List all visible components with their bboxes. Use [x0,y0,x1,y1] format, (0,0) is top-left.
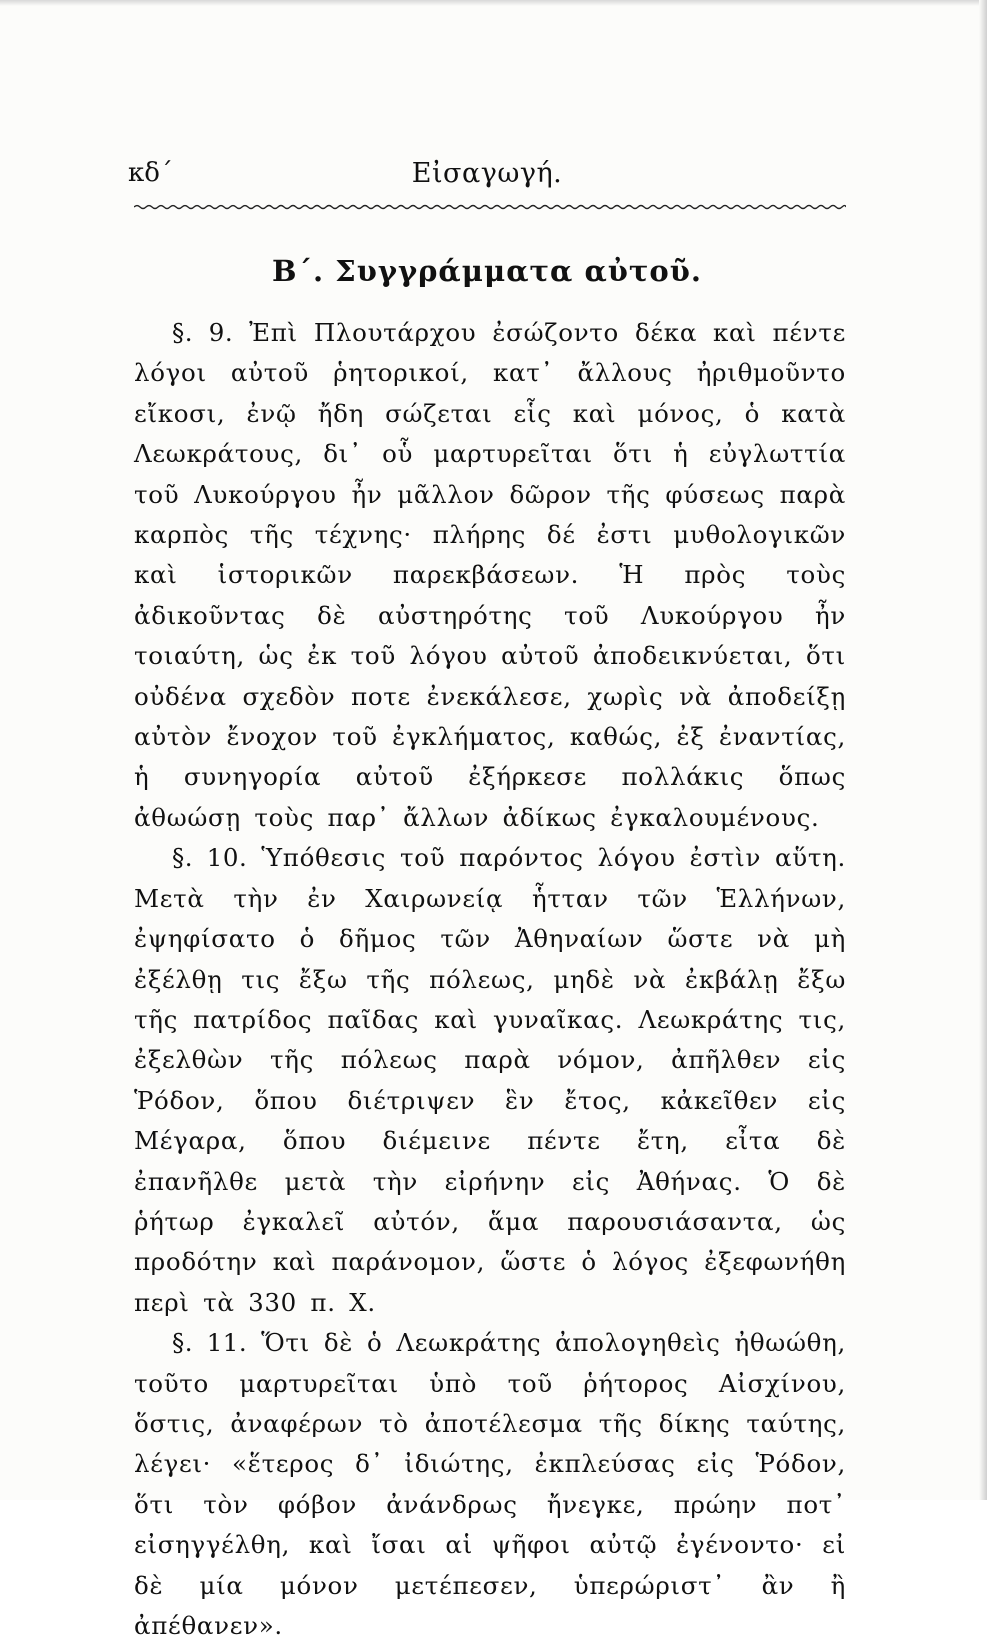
running-head [128,158,846,198]
page-number: κδ΄ [128,158,173,188]
paragraph-text: Ὑπόθεσις τοῦ παρόντος λόγου ἐστὶν αὕτη. Μετὰ τὴν ἐν Χαιρωνείᾳ ἧτταν τῶν Ἑλλήνων, ἐψηφίσατο ὁ δῆμος τῶν Ἀθηναίων ὥστε νὰ μὴ ἐξέλθῃ τις ἔξω τῆς πόλεως, μηδὲ νὰ ἐκβάλῃ ἔξω τῆς πατρίδος παῖδας καὶ γυναῖκας. Λεωκράτης τις, ἐξελθὼν τῆς πόλεως παρὰ νόμον, ἀπῆλθεν εἰς Ῥόδον, ὅπου διέτριψεν ἓν ἔτος, κἀκεῖθεν εἰς Μέγαρα, ὅπου διέμεινε πέντε ἔτη, εἶτα δὲ ἐπανῆλθε μετὰ τὴν εἰρήνην εἰς Ἀθήνας. Ὁ δὲ ῥήτωρ ἐγκαλεῖ αὐτόν, ἅμα παρουσιάσαντα, ὡς προδότην καὶ παράνομον, ὥστε ὁ λόγος ἐξεφωνήθη περὶ τὰ 330 π. Χ. [134,843,846,1317]
paragraph-10 [134,838,846,1323]
paragraph-number: §. 9. [172,318,234,347]
paragraph-11 [134,1323,846,1646]
paragraph-9 [134,313,846,838]
paragraph-number: §. 11. [172,1328,248,1358]
paragraph-text: Ἐπὶ Πλουτάρχου ἐσώζοντο δέκα καὶ πέντε λόγοι αὐτοῦ ῥητορικοί, κατ᾽ ἄλλους ἠριθμοῦντο εἴκοσι, ἐνῷ ἤδη σώζεται εἷς καὶ μόνος, ὁ κατὰ Λεωκράτους, δι᾽ οὗ μαρτυρεῖται ὅτι ἡ εὐγλωττία τοῦ Λυκούργου ἦν μᾶλλον δῶρον τῆς φύσεως παρὰ καρπὸς τῆς τέχνης· πλήρης δέ ἐστι μυθολογικῶν καὶ ἱστορικῶν παρεκβάσεων. Ἡ πρὸς τοὺς ἀδικοῦντας δὲ αὐστηρότης τοῦ Λυκούργου ἦν τοιαύτη, ὡς ἐκ τοῦ λόγου αὐτοῦ ἀποδεικνύεται, ὅτι οὐδένα σχεδὸν ποτε ἐνεκάλεσε, χωρὶς νὰ ἀποδείξῃ αὐτὸν ἔνοχον τοῦ ἐγκλήματος, καθώς, ἐξ ἐναντίας, ἡ συνηγορία αὐτοῦ ἐξήρκεσε πολλάκις ὅπως ἀθωώσῃ τοὺς παρ᾽ ἄλλων ἀδίκως ἐγκαλουμένους. [134,318,846,832]
paragraph-text: Ὅτι δὲ ὁ Λεωκράτης ἀπολογηθεὶς ἠθωώθη, τοῦτο μαρτυρεῖται ὑπὸ τοῦ ῥήτορος Αἰσχίνου, ὅστις, ἀναφέρων τὸ ἀποτέλεσμα τῆς δίκης ταύτης, λέγει· «ἕτερος δ᾽ ἰδιώτης, ἐκπλεύσας εἰς Ῥόδον, ὅτι τὸν φόβον ἀνάνδρως ἤνεγκε, πρώην ποτ᾽ εἰσηγγέλθη, καὶ ἴσαι αἱ ψῆφοι αὐτῷ ἐγένοντο· εἰ δὲ μία μόνον μετέπεσεν, ὑπερώριστ᾽ ἂν ἢ ἀπέθανεν». [134,1328,846,1640]
body-text [134,313,846,1646]
paragraph-number: §. 10. [172,843,248,873]
running-title: Εἰσαγωγή. [411,158,563,189]
page-top-edge [0,0,987,6]
page-right-edge [979,0,987,1500]
header-wavy-rule [134,204,846,210]
section-heading: Β΄. Συγγράμματα αὐτοῦ. [272,254,702,288]
